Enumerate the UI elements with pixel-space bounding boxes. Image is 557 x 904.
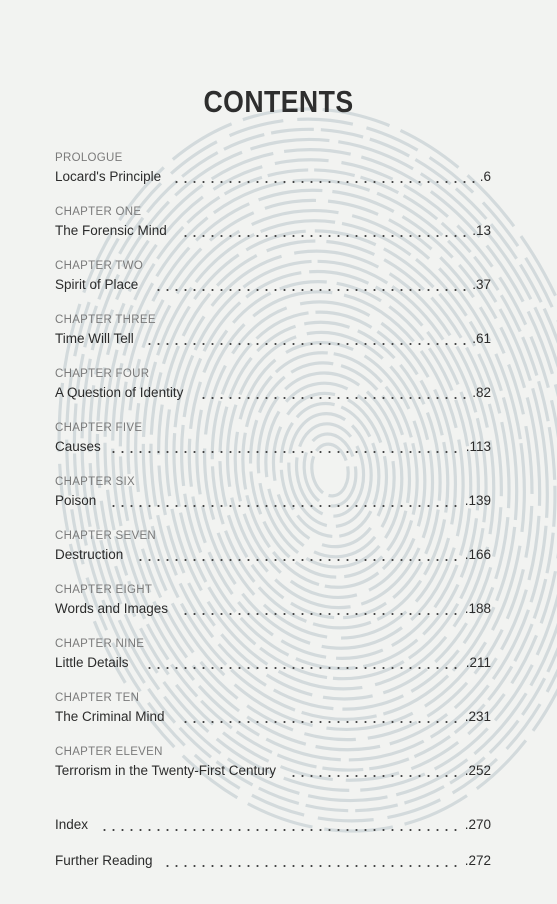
page-number: .113: [465, 439, 491, 454]
leader-dots: [109, 491, 461, 511]
leader-dots: [109, 437, 462, 457]
toc-row[interactable]: [55, 383, 491, 403]
page-number: .13: [472, 223, 491, 238]
leader-dots: [145, 329, 468, 349]
page-number: .139: [464, 493, 491, 508]
toc-entry: [55, 582, 491, 619]
toc-row[interactable]: [55, 275, 491, 295]
leader-dots: [181, 599, 461, 619]
page-number: .6: [479, 169, 491, 184]
chapter-title: Terrorism in the Twenty-First Century: [55, 763, 277, 778]
leader-dots: [199, 383, 468, 403]
page-number: .37: [472, 277, 491, 292]
leader-dots: [136, 545, 461, 565]
page-number: .270: [464, 817, 491, 832]
chapter-label: CHAPTER SEVEN: [55, 530, 157, 542]
toc-entry: [55, 366, 491, 403]
page-number: .252: [464, 763, 491, 778]
leader-dots: [181, 221, 468, 241]
toc-entry: [55, 815, 491, 835]
chapter-title: Spirit of Place: [55, 277, 139, 292]
toc-row[interactable]: [55, 221, 491, 241]
chapter-title: Words and Images: [55, 601, 169, 616]
chapter-title: Index: [55, 817, 89, 832]
leader-dots: [145, 653, 462, 673]
toc-row[interactable]: [55, 815, 491, 835]
chapter-label: CHAPTER EIGHT: [55, 584, 153, 596]
chapter-title: The Forensic Mind: [55, 223, 167, 238]
toc-row[interactable]: [55, 167, 491, 187]
leader-dots: [289, 761, 461, 781]
toc-row[interactable]: [55, 761, 491, 781]
page-number: .82: [472, 385, 491, 400]
toc-entry: [55, 204, 491, 241]
toc-entry: [55, 690, 491, 727]
toc-entry: [55, 636, 491, 673]
chapter-title: The Criminal Mind: [55, 709, 165, 724]
chapter-title: Locard's Principle: [55, 169, 162, 184]
chapter-label: CHAPTER FIVE: [55, 422, 143, 434]
leader-dots: [172, 167, 476, 187]
chapter-title: Time Will Tell: [55, 331, 134, 346]
chapter-title: Poison: [55, 493, 97, 508]
chapter-title: Destruction: [55, 547, 124, 562]
page-number: .231: [464, 709, 491, 724]
toc-entry: [55, 744, 491, 781]
chapter-label: CHAPTER THREE: [55, 314, 156, 326]
chapter-label: CHAPTER NINE: [55, 638, 145, 650]
chapter-title: Causes: [55, 439, 101, 454]
chapter-title: Further Reading: [55, 853, 153, 868]
toc-entry: [55, 420, 491, 457]
toc-row[interactable]: [55, 545, 491, 565]
toc-entry: [55, 851, 491, 871]
chapter-title: Little Details: [55, 655, 129, 670]
leader-dots: [100, 815, 461, 835]
fingerprint-ridge: [148, 241, 513, 699]
toc-entry: [55, 528, 491, 565]
chapter-label: CHAPTER TEN: [55, 692, 140, 704]
chapter-label: PROLOGUE: [55, 152, 123, 164]
toc-entry: [55, 312, 491, 349]
leader-dots: [181, 707, 461, 727]
toc-entry: [55, 150, 491, 187]
page-number: .188: [464, 601, 491, 616]
chapter-title: A Question of Identity: [55, 385, 184, 400]
page-number: .211: [465, 655, 491, 670]
chapter-label: CHAPTER FOUR: [55, 368, 150, 380]
toc-row[interactable]: [55, 653, 491, 673]
page-title: CONTENTS: [203, 84, 354, 119]
toc-entry: [55, 258, 491, 295]
chapter-label: CHAPTER SIX: [55, 476, 135, 488]
toc-row[interactable]: [55, 491, 491, 511]
page-number: .272: [464, 853, 491, 868]
toc-entry: [55, 474, 491, 511]
toc-row[interactable]: [55, 851, 491, 871]
chapter-label: CHAPTER TWO: [55, 260, 144, 272]
toc-row[interactable]: [55, 329, 491, 349]
chapter-label: CHAPTER ELEVEN: [55, 746, 163, 758]
chapter-label: CHAPTER ONE: [55, 206, 142, 218]
toc-row[interactable]: [55, 599, 491, 619]
page-number: .166: [464, 547, 491, 562]
toc-row[interactable]: [55, 707, 491, 727]
leader-dots: [154, 275, 468, 295]
toc-row[interactable]: [55, 437, 491, 457]
leader-dots: [163, 851, 461, 871]
page-number: .61: [472, 331, 491, 346]
